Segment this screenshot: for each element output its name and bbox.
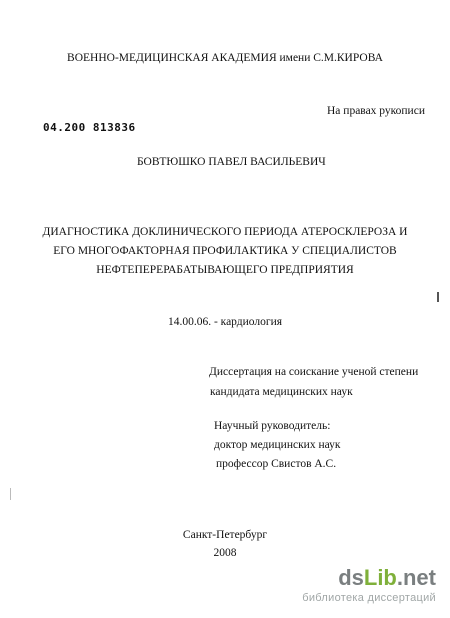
archive-stamp: 04.200 813836: [43, 121, 136, 134]
supervisor-label: Научный руководитель:: [214, 420, 331, 432]
specialty: 14.00.06. - кардиология: [167, 316, 283, 328]
year: 2008: [213, 547, 237, 559]
title-line-2: ЕГО МНОГОФАКТОРНАЯ ПРОФИЛАКТИКА У СПЕЦИАЛИСТОВ: [53, 245, 397, 257]
supervisor-degree: доктор медицинских наук: [214, 439, 341, 451]
degree-line-1: Диссертация на соискание ученой степени: [209, 366, 419, 378]
supervisor-name: профессор Свистов А.С.: [216, 458, 337, 470]
title-line-1: ДИАГНОСТИКА ДОКЛИНИЧЕСКОГО ПЕРИОДА АТЕРОСКЛЕРОЗА И: [42, 226, 408, 238]
rights-note: На правах рукописи: [327, 105, 425, 117]
city: Санкт-Петербург: [182, 529, 268, 541]
watermark-subtitle: библиотека диссертаций: [302, 592, 436, 604]
title-line-3: НЕФТЕПЕРЕРАБАТЫВАЮЩЕГО ПРЕДПРИЯТИЯ: [96, 264, 354, 276]
logo-lib-text: Lib: [363, 565, 397, 590]
dslib-logo[interactable]: [338, 565, 436, 591]
margin-mark-left: [10, 488, 11, 500]
institution-name: ВОЕННО-МЕДИЦИНСКАЯ АКАДЕМИЯ имени С.М.КИРОВА: [67, 52, 383, 64]
degree-line-2: кандидата медицинских наук: [210, 386, 353, 398]
margin-mark: [437, 292, 439, 302]
author-name: БОВТЮШКО ПАВЕЛ ВАСИЛЬЕВИЧ: [137, 156, 326, 168]
logo-ds-text: ds: [338, 565, 364, 590]
logo-net-text: .net: [396, 565, 436, 590]
